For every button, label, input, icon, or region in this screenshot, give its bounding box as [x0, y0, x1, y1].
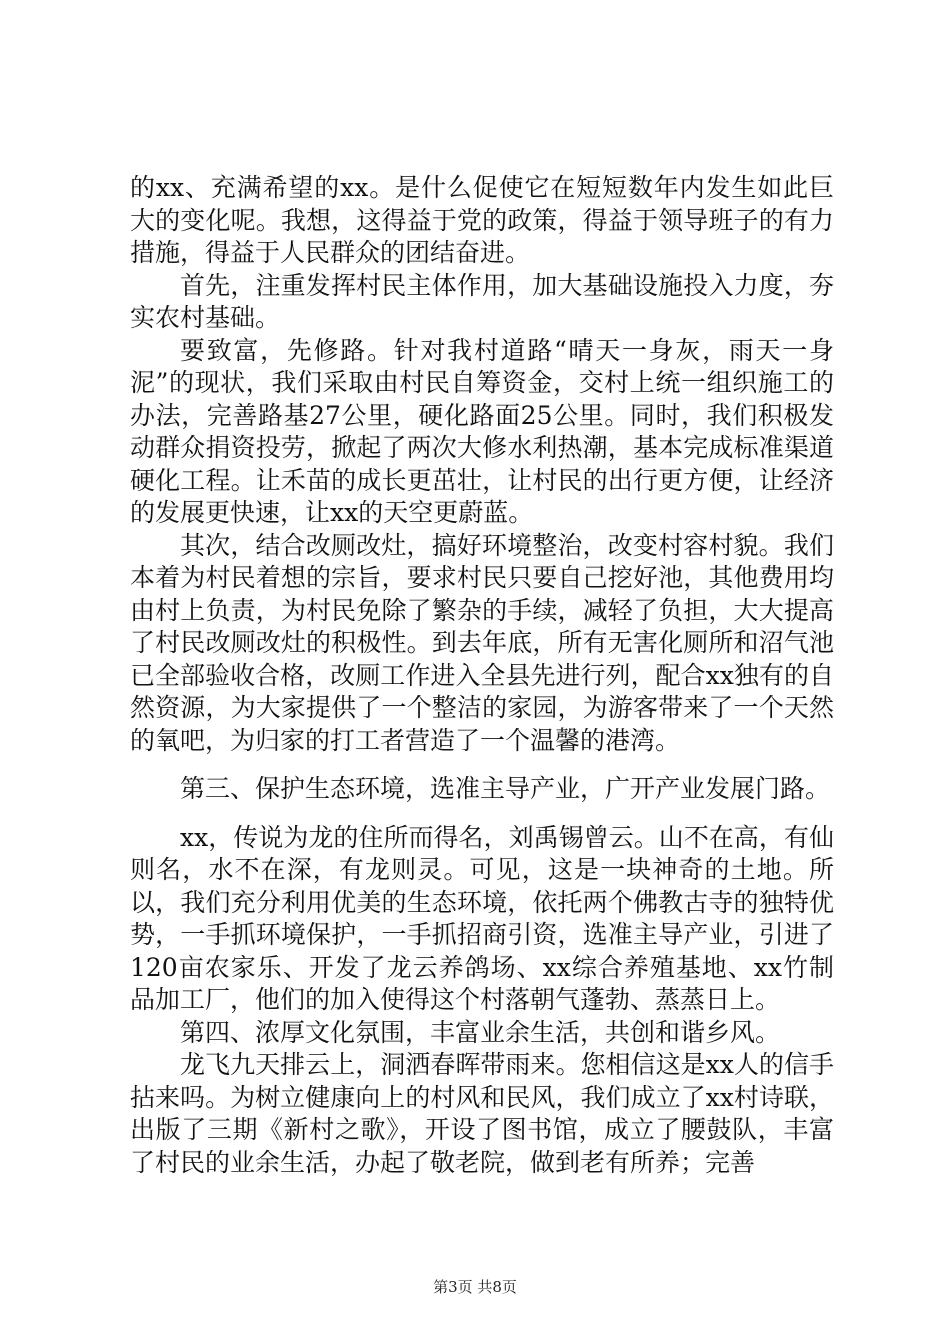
paragraph-4: 其次，结合改厕改灶，搞好环境整治，改变村容村貌。我们本着为村民着想的宗旨，要求村民只要自己挖好池，其他费用均由村上负责，为村民免除了繁杂的手续，减轻了负担，大大提高了村民改厕改灶的积极性。到去年底，所有无害化厕所和沼气池已全部验收合格，改厕工作进入全县先进行列，配合xx独有的自然资源，为大家提供了一个整洁的家园，为游客带来了一个天然的氧吧，为归家的打工者营造了一个温馨的港湾。: [130, 530, 834, 755]
paragraph-3: 要致富，先修路。针对我村道路“晴天一身灰，雨天一身泥”的现状，我们采取由村民自筹资金，交村上统一组织施工的办法，完善路基27公里，硬化路面25公里。同时，我们积极发动群众捐资投劳，掀起了两次大修水利热潮，基本完成标准渠道硬化工程。让禾苗的成长更茁壮，让村民的出行更方便，让经济的发展更快速，让xx的天空更蔚蓝。: [130, 335, 834, 527]
page-number: 第3页 共8页: [433, 1278, 517, 1296]
paragraph-5: xx，传说为龙的住所而得名，刘禹锡曾云。山不在高，有仙则名，水不在深，有龙则灵。可见，这是一块神奇的土地。所以，我们充分利用优美的生态环境，依托两个佛教古寺的独特优势，一手抓环境保护，一手抓招商引资，选准主导产业，引进了120亩农家乐、开发了龙云养鸽场、xx综合养殖基地、xx竹制品加工厂，他们的加入使得这个村落朝气蓬勃、蒸蒸日上。: [130, 822, 834, 1014]
section-heading-3: 第三、保护生态环境，选准主导产业，广开产业发展门路。: [180, 774, 831, 803]
paragraph-6: 龙飞九天排云上，洞洒春晖带雨来。您相信这是xx人的信手拈来吗。为树立健康向上的村风和民风，我们成立了xx村诗联，出版了三期《新村之歌》，开设了图书馆，成立了腰鼓队，丰富了村民的业余生活，办起了敬老院，做到老有所养；完善: [130, 1050, 834, 1177]
section-heading-4: 第四、浓厚文化氛围，丰富业余生活，共创和谐乡风。: [180, 1017, 781, 1047]
document-body: [130, 172, 834, 1179]
paragraph-2: 首先，注重发挥村民主体作用，加大基础设施投入力度，夯实农村基础。: [130, 270, 834, 332]
paragraph-1: 的xx、充满希望的xx。是什么促使它在短短数年内发生如此巨大的变化呢。我想，这得益于党的政策，得益于领导班子的有力措施，得益于人民群众的团结奋进。: [130, 173, 834, 267]
